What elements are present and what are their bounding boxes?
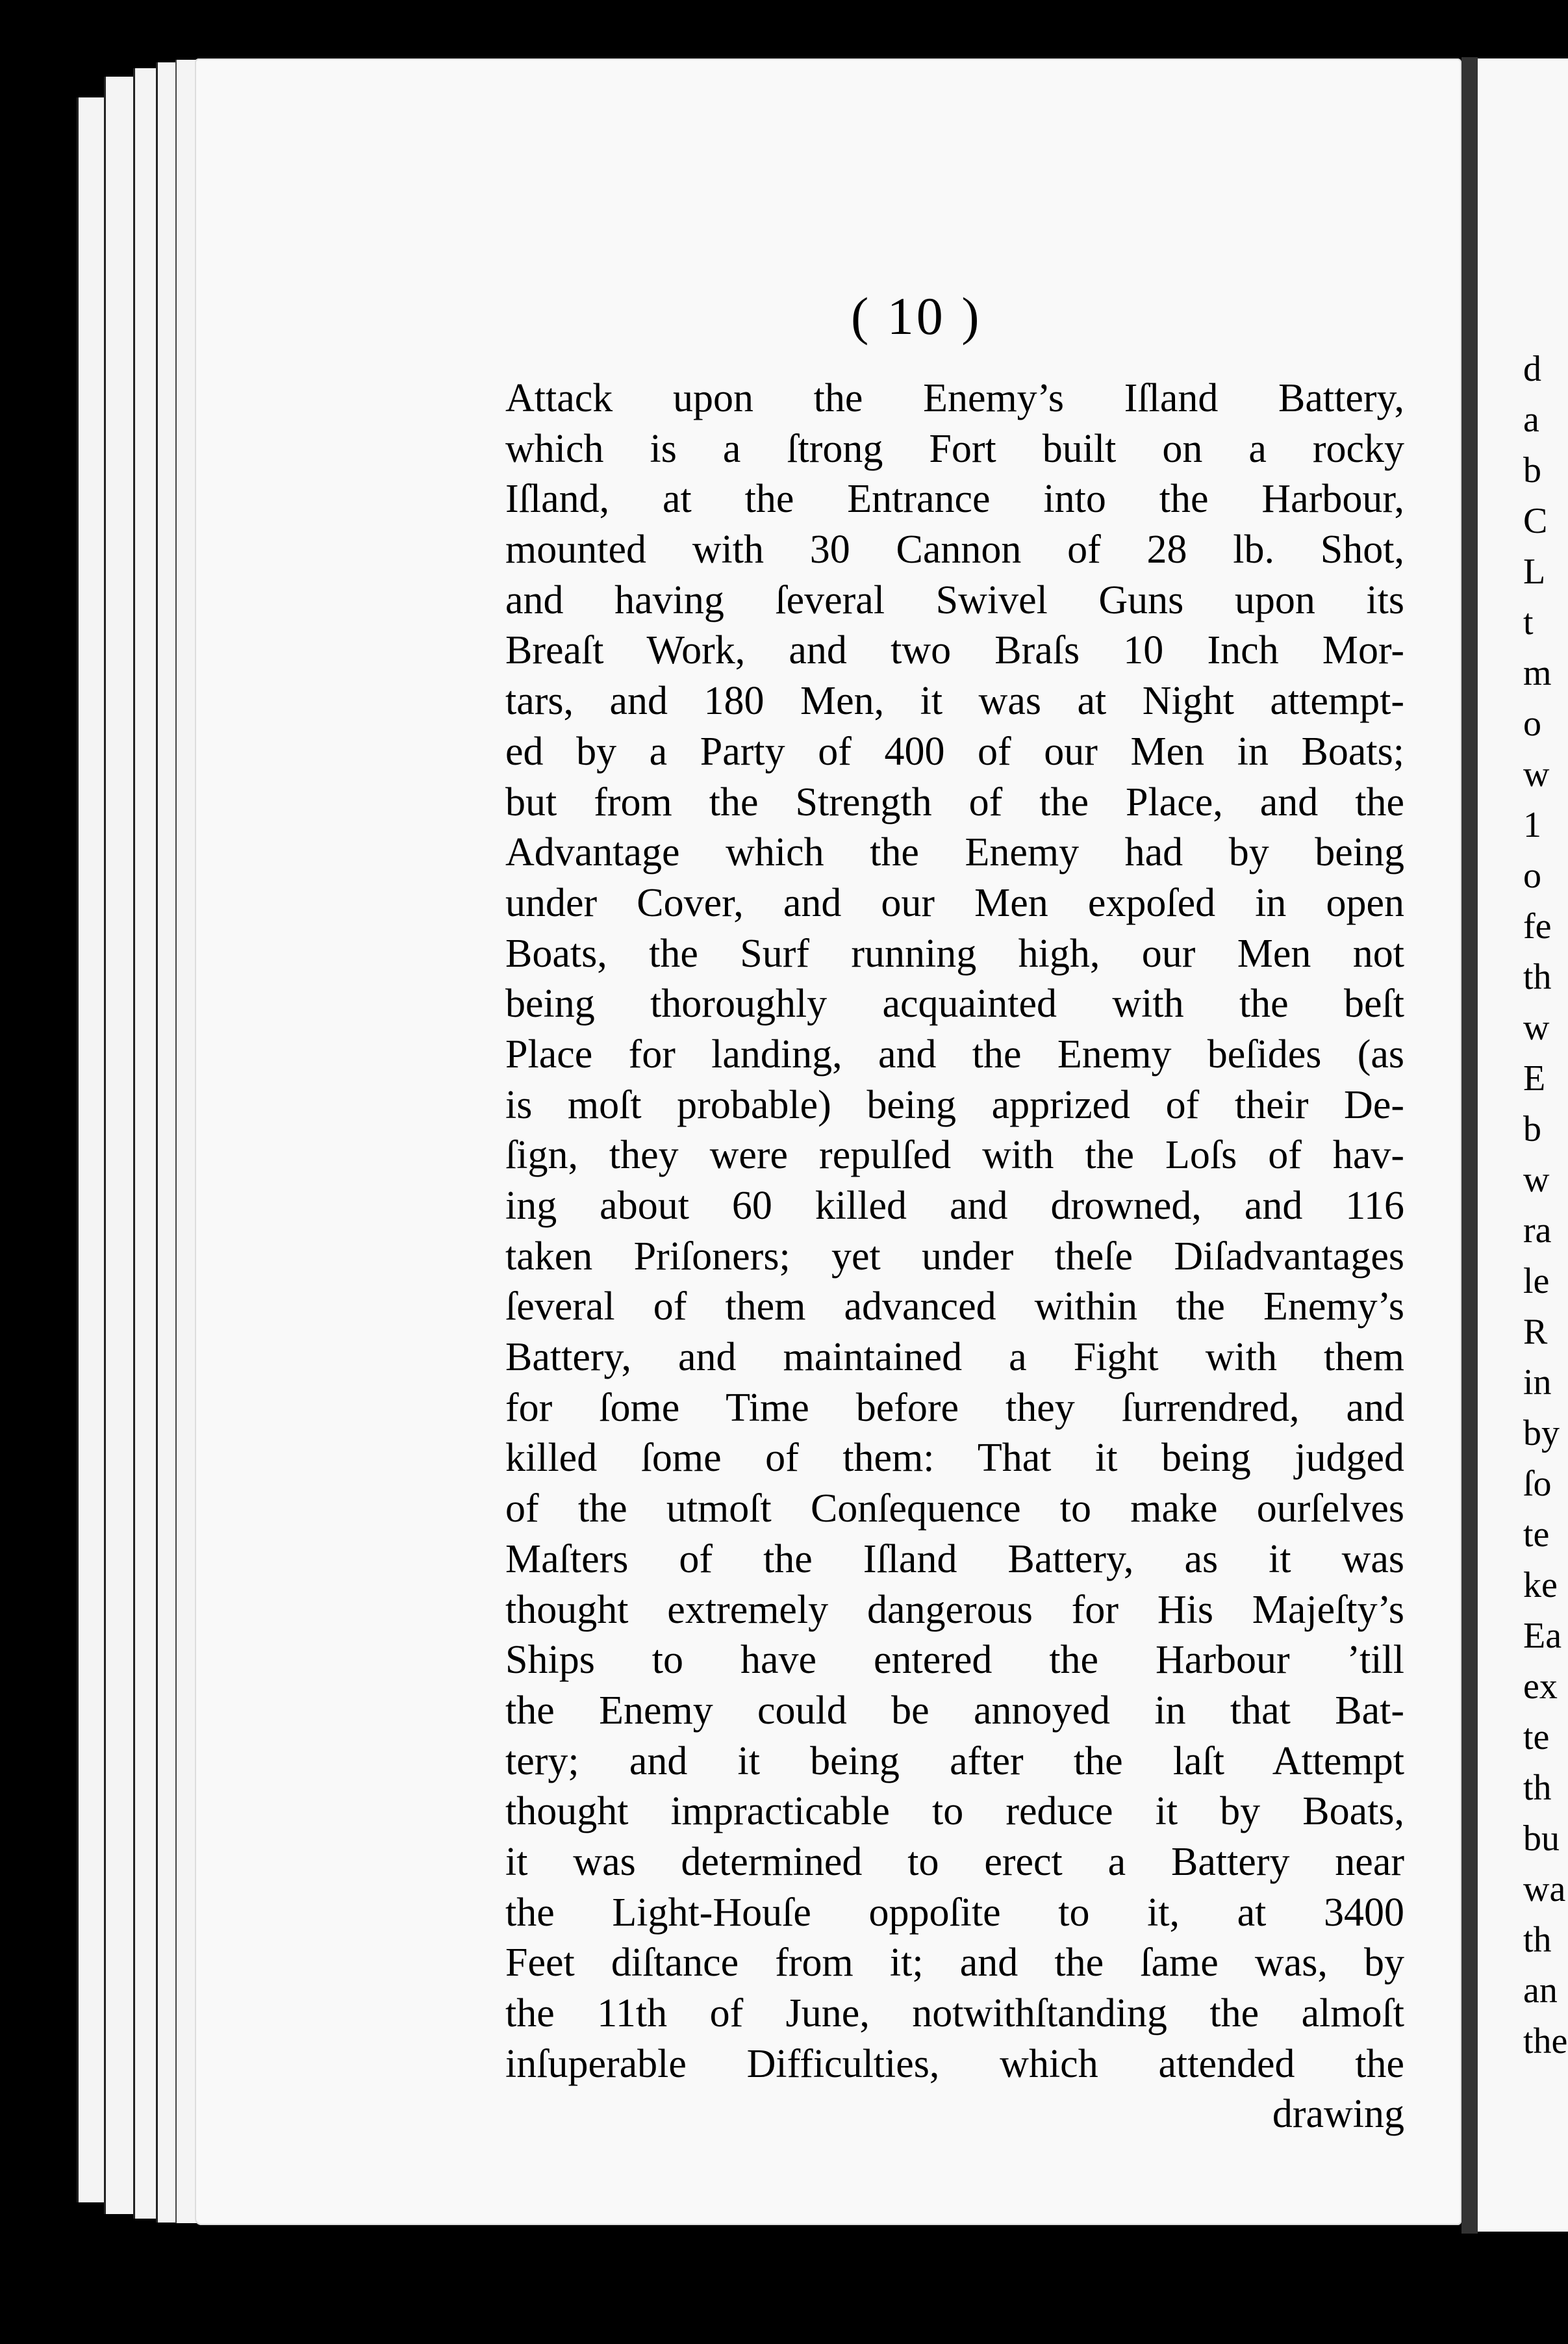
- facing-page-fragment: ſo: [1523, 1464, 1552, 1504]
- text-line: killed ſome of them: That it being judged: [505, 1436, 1404, 1481]
- text-line: drawing: [1272, 2092, 1404, 2137]
- facing-page-fragment: b: [1523, 450, 1541, 490]
- facing-page-fragment: t: [1523, 602, 1534, 643]
- facing-page-fragment: E: [1523, 1058, 1546, 1099]
- facing-page-fragment: te: [1523, 1514, 1550, 1555]
- text-line: Breaſt Work, and two Braſs 10 Inch Mor-: [505, 628, 1404, 673]
- text-line: inſuperable Difficulties, which attended the: [505, 2041, 1404, 2086]
- facing-page-fragment: R: [1523, 1312, 1548, 1352]
- facing-page-fragment: in: [1523, 1362, 1552, 1403]
- facing-page-fragment: te: [1523, 1717, 1550, 1757]
- text-line: thought impracticable to reduce it by Boats,: [505, 1789, 1404, 1834]
- book-gutter: [1461, 57, 1478, 2234]
- text-line: the Enemy could be annoyed in that Bat-: [505, 1688, 1404, 1733]
- facing-page-fragment: ke: [1523, 1565, 1558, 1605]
- facing-page-fragment: th: [1523, 1920, 1552, 1960]
- text-line: and having ſeveral Swivel Guns upon its: [505, 578, 1404, 622]
- text-line: Feet diſtance from it; and the ſame was, by: [505, 1941, 1404, 1985]
- text-line: the 11th of June, notwithſtanding the almoſt: [505, 1991, 1404, 2035]
- text-line: Boats, the Surf running high, our Men not: [505, 931, 1404, 976]
- facing-page-fragment: w: [1523, 1160, 1550, 1200]
- facing-page-fragment: o: [1523, 856, 1541, 896]
- facing-page-fragment: Ea: [1523, 1616, 1562, 1656]
- page-number: ( 10 ): [851, 287, 982, 346]
- text-line: for ſome Time before they ſurrendred, and: [505, 1385, 1404, 1430]
- facing-page-fragment: a: [1523, 400, 1539, 440]
- text-line: tars, and 180 Men, it was at Night attempt-: [505, 679, 1404, 724]
- facing-page-fragment: th: [1523, 1768, 1552, 1808]
- text-line: tery; and it being after the laſt Attempt: [505, 1739, 1404, 1783]
- facing-page-fragment: b: [1523, 1109, 1541, 1149]
- text-line: Advantage which the Enemy had by being: [505, 830, 1404, 875]
- facing-page-fragment: ex: [1523, 1666, 1558, 1707]
- facing-page-fragment: the: [1523, 2021, 1568, 2061]
- facing-page-fragment: by: [1523, 1413, 1560, 1453]
- facing-page-fragment: le: [1523, 1261, 1550, 1301]
- text-line: Maſters of the Iſland Battery, as it was: [505, 1536, 1404, 1581]
- facing-page-fragment: ra: [1523, 1210, 1552, 1251]
- text-line: Battery, and maintained a Fight with them: [505, 1335, 1404, 1380]
- text-line: ſeveral of them advanced within the Enemy’s: [505, 1284, 1404, 1329]
- text-line: thought extremely dangerous for His Majeſty’s: [505, 1587, 1404, 1632]
- text-line: mounted with 30 Cannon of 28 lb. Shot,: [505, 528, 1404, 572]
- facing-page-fragment: L: [1523, 552, 1546, 592]
- text-line: ed by a Party of 400 of our Men in Boats;: [505, 729, 1404, 774]
- facing-page-fragment: C: [1523, 501, 1548, 541]
- text-line: ing about 60 killed and drowned, and 116: [505, 1184, 1404, 1228]
- facing-page-fragment: m: [1523, 653, 1552, 693]
- facing-page-fragment: an: [1523, 1970, 1558, 2011]
- body-text: [505, 374, 1404, 2140]
- text-line: the Light-Houſe oppoſite to it, at 3400: [505, 1890, 1404, 1935]
- text-line: but from the Strength of the Place, and the: [505, 780, 1404, 824]
- text-line: under Cover, and our Men expoſed in open: [505, 880, 1404, 925]
- text-line: Ships to have entered the Harbour ’till: [505, 1638, 1404, 1683]
- facing-page-fragment: w: [1523, 1008, 1550, 1048]
- text-line: ſign, they were repulſed with the Loſs of hav-: [505, 1133, 1404, 1178]
- text-line: is moſt probable) being apprized of their De-: [505, 1082, 1404, 1127]
- facing-page-fragment: bu: [1523, 1818, 1560, 1859]
- facing-page-fragment: 1: [1523, 805, 1541, 845]
- facing-page-fragment: d: [1523, 349, 1541, 389]
- text-line: Iſland, at the Entrance into the Harbour,: [505, 477, 1404, 522]
- text-line: of the utmoſt Conſequence to make ourſelves: [505, 1486, 1404, 1531]
- facing-page-fragment: o: [1523, 704, 1541, 744]
- facing-page-fragment: th: [1523, 957, 1552, 997]
- facing-page-fragment: w: [1523, 754, 1550, 795]
- text-line: which is a ſtrong Fort built on a rocky: [505, 426, 1404, 471]
- text-line: taken Priſoners; yet under theſe Diſadvantages: [505, 1234, 1404, 1279]
- facing-page-fragment: fe: [1523, 906, 1552, 947]
- text-line: it was determined to erect a Battery near: [505, 1839, 1404, 1884]
- text-line: Attack upon the Enemy’s Iſland Battery,: [505, 376, 1404, 420]
- text-line: being thoroughly acquainted with the beſt: [505, 982, 1404, 1026]
- facing-page-fragment: wa: [1523, 1869, 1566, 1909]
- text-line: Place for landing, and the Enemy beſides (as: [505, 1032, 1404, 1076]
